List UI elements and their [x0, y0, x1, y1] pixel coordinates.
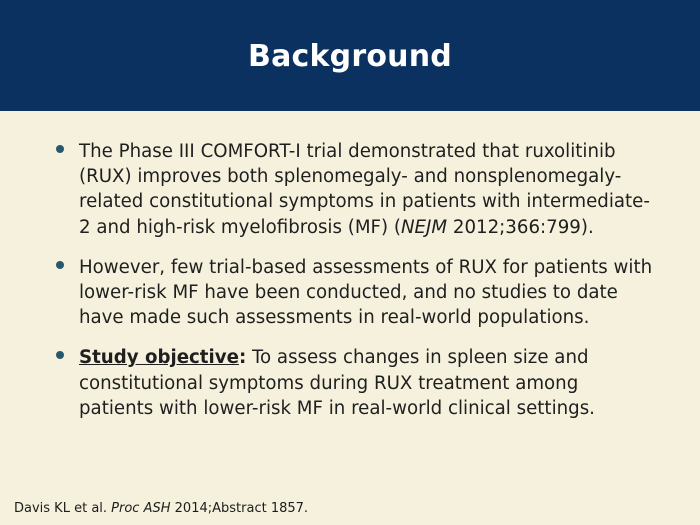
journal-name: NEJM: [400, 216, 448, 238]
citation-footer: [14, 501, 308, 517]
bullet-dot-icon: [56, 145, 64, 153]
citation-details: 2014;Abstract 1857.: [170, 501, 309, 516]
bullet-text: To assess changes in spleen size and constitutional symptoms during RUX treatment among patients with lower-risk MF in real-world clinical settings.: [79, 347, 595, 419]
bullet-dot-icon: [56, 351, 64, 359]
bullet-list: [56, 139, 656, 436]
bullet-text: However, few trial-based assessments of RUX for patients with lower-risk MF have been conducted, and no studies to date have made such assessments in real-world populations.: [79, 256, 653, 329]
study-objective-colon: :: [238, 347, 247, 369]
bullet-item-lower-risk: [56, 255, 656, 331]
citation-author: Davis KL et al.: [14, 501, 112, 516]
slide-title: Background: [248, 39, 452, 74]
slide-header: [0, 0, 700, 111]
bullet-text-citation: 2012;366:799).: [447, 216, 594, 238]
bullet-text: The Phase III COMFORT-I trial demonstrated that ruxolitinib (RUX) improves both splenomegaly- and nonsplenomegaly-related constitutional symptoms in patients with intermediate-2 and high-risk myelofibrosis (MF) (: [79, 141, 650, 238]
study-objective-label: Study objective: [79, 347, 239, 369]
bullet-dot-icon: [56, 261, 64, 269]
bullet-item-study-objective: [56, 345, 656, 421]
citation-journal: Proc ASH: [111, 501, 171, 516]
bullet-item-comfort-trial: [56, 139, 656, 240]
